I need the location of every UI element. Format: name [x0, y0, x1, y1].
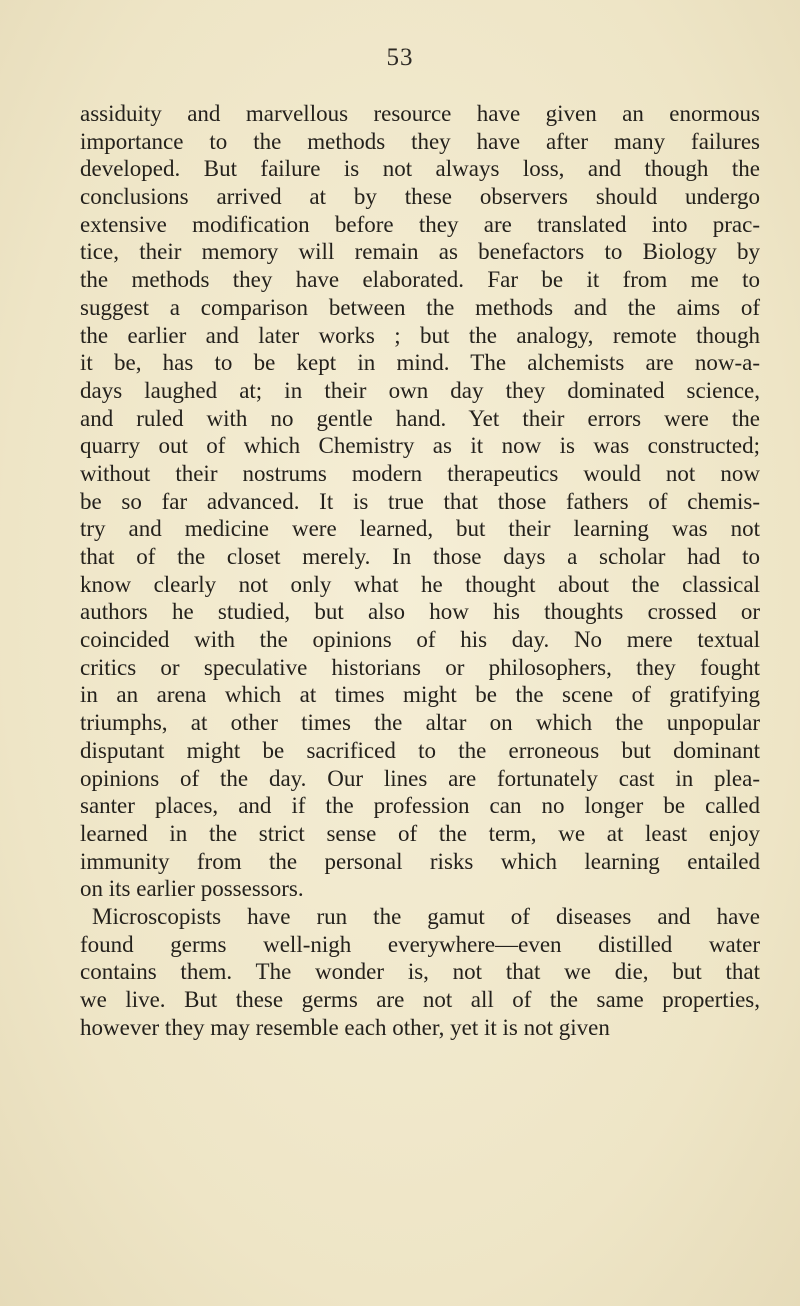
- text-line: coincided with the opinions of his day. No mere textual: [80, 627, 760, 653]
- text-line: developed. But failure is not always loss, and though the: [80, 156, 760, 182]
- text-line: contains them. The wonder is, not that we die, but that: [80, 959, 760, 985]
- paragraph-2: [80, 903, 760, 1041]
- text-line: without their nostrums modern therapeutics would not now: [80, 460, 760, 486]
- text-line: the earlier and later works ; but the analogy, remote though: [80, 322, 760, 348]
- text-line: tice, their memory will remain as benefactors to Biology by: [80, 239, 760, 265]
- text-line: know clearly not only what he thought about the classical: [80, 571, 760, 597]
- text-line: triumphs, at other times the altar on which the unpopular: [80, 710, 760, 736]
- text-line: extensive modification before they are translated into prac-: [80, 211, 760, 237]
- text-line: santer places, and if the profession can no longer be called: [80, 793, 760, 819]
- page-number: 53: [386, 44, 414, 71]
- text-line: days laughed at; in their own day they dominated science,: [80, 377, 760, 403]
- text-line: authors he studied, but also how his thoughts crossed or: [80, 599, 760, 625]
- text-line: and ruled with no gentle hand. Yet their errors were the: [80, 405, 760, 431]
- text-line: quarry out of which Chemistry as it now is was constructed;: [80, 433, 760, 459]
- text-line: that of the closet merely. In those days a scholar had to: [80, 544, 760, 569]
- text-line: we live. But these germs are not all of the same properties,: [80, 987, 760, 1012]
- text-line: disputant might be sacrificed to the erroneous but dominant: [80, 737, 760, 763]
- text-line: suggest a comparison between the methods and the aims of: [80, 294, 760, 320]
- text-line: on its earlier possessors.: [80, 876, 304, 902]
- text-line: immunity from the personal risks which learning entailed: [80, 848, 760, 874]
- text-line: try and medicine were learned, but their learning was not: [80, 516, 760, 542]
- text-line: Microscopists have run the gamut of diseases and have: [92, 903, 760, 929]
- text-line: be so far advanced. It is true that those fathers of chemis-: [80, 488, 760, 514]
- text-line: critics or speculative historians or philosophers, they fought: [80, 654, 760, 680]
- body-text: [80, 100, 760, 1041]
- text-line: the methods they have elaborated. Far be it from me to: [80, 267, 760, 293]
- text-line: importance to the methods they have after many failures: [80, 128, 760, 154]
- text-line: assiduity and marvellous resource have given an enormous: [80, 101, 760, 126]
- text-line: conclusions arrived at by these observers should undergo: [80, 184, 760, 210]
- text-line: learned in the strict sense of the term, we at least enjoy: [80, 820, 760, 846]
- text-line: found germs well-nigh everywhere—even distilled water: [80, 931, 760, 957]
- text-line: it be, has to be kept in mind. The alchemists are now-a-: [80, 350, 760, 376]
- text-line: opinions of the day. Our lines are fortunately cast in plea-: [80, 765, 760, 791]
- text-line: however they may resemble each other, yet it is not given: [80, 1014, 610, 1040]
- text-line: in an arena which at times might be the scene of gratifying: [80, 682, 760, 708]
- paragraph-1: [80, 100, 760, 903]
